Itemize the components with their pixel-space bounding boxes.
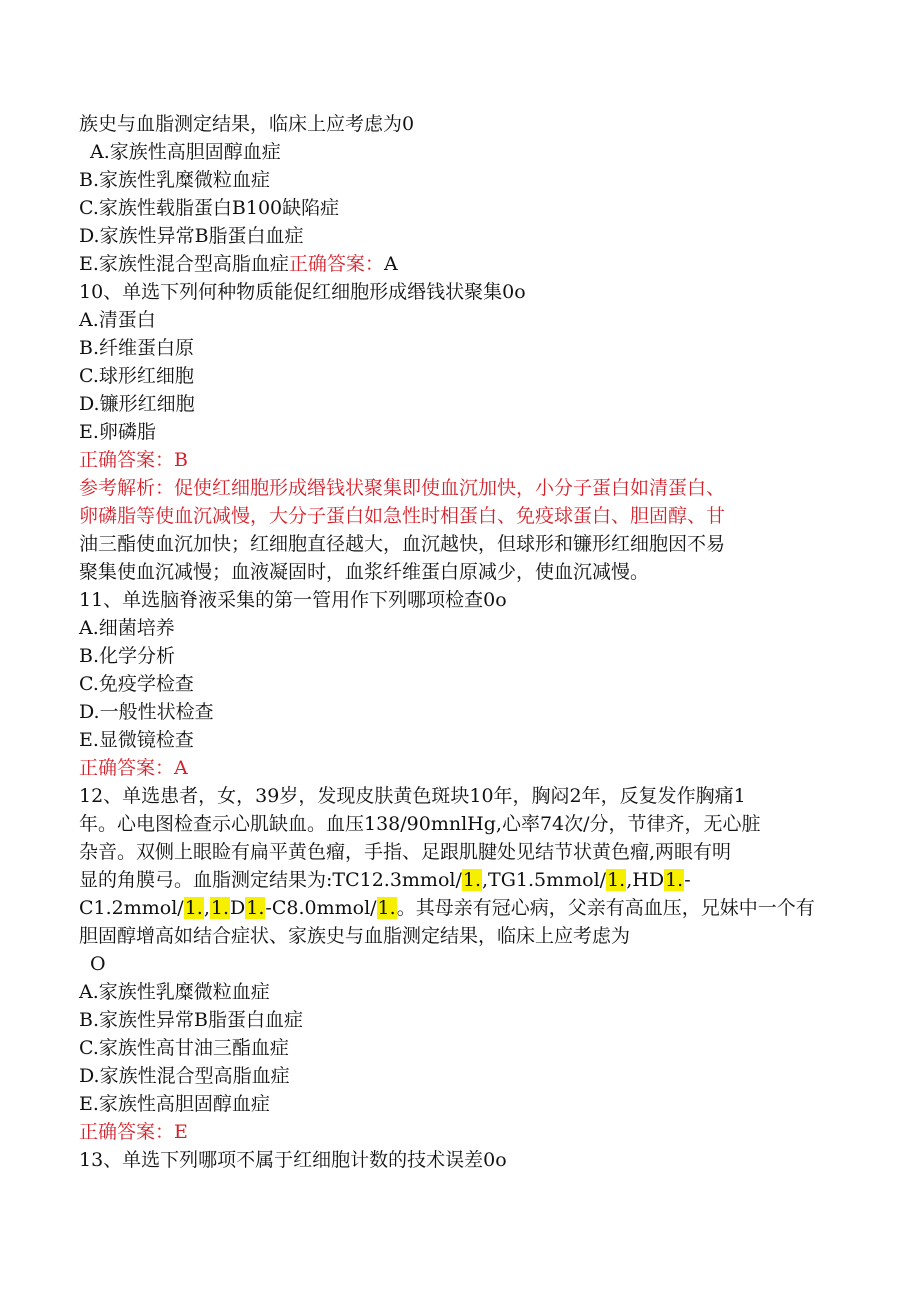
option-b: B.化学分析 [79,645,176,667]
option-d: D.家族性异常B脂蛋白血症 [79,225,304,247]
question-stem: 11、单选脑脊液采集的第一管用作下列哪项检查0o [79,589,507,611]
answer-label: 正确答案： [288,253,384,275]
option-a: A.清蛋白 [79,309,156,331]
highlighted-text: 1. [184,897,203,919]
question-stem: 12、单选患者，女，39岁，发现皮肤黄色斑块10年，胸闷2年，反复发作胸痛1 [79,785,746,807]
answer-value: E [174,1121,188,1143]
stem-text: -C8.0mmol/ [265,897,377,919]
question-stem: 年。心电图检查示心肌缺血。血压138/90mnlHg,心率74次/分，节律齐，无心脏 [79,813,761,835]
answer-value: A [383,253,398,275]
question-stem-lipid-results [79,866,849,894]
option-c: C.球形红细胞 [79,365,194,387]
answer-value: A [174,757,188,779]
stem-text: ,TG1.5mmol/ [482,869,607,891]
stem-text: 显的角膜弓。血脂测定结果为:TC12.3mmol/ [79,869,462,891]
highlighted-text: 1. [607,869,626,891]
option-e: E.家族性高胆固醇血症 [79,1093,270,1115]
analysis-label: 参考解析： [79,477,175,499]
question-stem: 10、单选下列何种物质能促红细胞形成缗钱状聚集0o [79,281,526,303]
stem-text: - [684,869,691,891]
option-c: C.家族性高甘油三酯血症 [79,1037,289,1059]
question-11 [79,586,849,782]
option-b: B.家族性乳糜微粒血症 [79,169,271,191]
stem-text: 。其母亲有冠心病，父亲有高血压，兄妹中一个有 [396,897,815,919]
question-stem: 胆固醇增高如结合症状、家族史与血脂测定结果，临床上应考虑为 [79,925,631,947]
analysis-text: 油三酯使血沉加快；红细胞直径越大，血沉越快，但球形和镰形红细胞因不易 [79,533,726,555]
option-c: C.家族性载脂蛋白B100缺陷症 [79,197,340,219]
analysis-line [79,474,849,502]
option-a: A.家族性乳糜微粒血症 [79,981,270,1003]
answer-line [79,754,849,782]
analysis-text: 促使红细胞形成缗钱状聚集即使血沉加快，小分子蛋白如清蛋白、 [174,477,726,499]
option-d: D.镰形红细胞 [79,393,195,415]
option-e: E.显微镜检查 [79,729,194,751]
answer-label: 正确答案： [79,757,175,779]
option-e: E.家族性混合型高脂血症 [79,253,289,275]
option-b: B.纤维蛋白原 [79,337,195,359]
answer-label: 正确答案： [79,1121,175,1143]
question-10 [79,278,849,586]
option-e: E.卵磷脂 [79,421,156,443]
document-body [79,110,849,1174]
answer-blank: O [90,953,106,975]
answer-value: B [174,449,188,471]
option-d: D.一般性状检查 [79,701,214,723]
option-e-with-answer [79,250,849,278]
analysis-text: 聚集使血沉减慢；血液凝固时，血浆纤维蛋白原减少，使血沉减慢。 [79,561,650,583]
answer-label: 正确答案： [79,449,175,471]
question-9 [79,110,849,278]
highlighted-text: 1. [246,897,265,919]
option-b: B.家族性异常B脂蛋白血症 [79,1009,303,1031]
highlighted-text: 1. [462,869,482,891]
answer-line [79,1118,849,1146]
option-c: C.免疫学检查 [79,673,194,695]
option-a: A.细菌培养 [79,617,175,639]
stem-text: , [203,897,210,919]
stem-text: C1.2mmol/ [79,897,184,919]
question-stem-lipid-results [79,894,849,922]
highlighted-text: 1. [210,897,230,919]
highlighted-text: 1. [377,897,396,919]
option-a: A.家族性高胆固醇血症 [90,141,281,163]
answer-line [79,446,849,474]
option-d: D.家族性混合型高脂血症 [79,1065,290,1087]
analysis-text: 卵磷脂等使血沉减慢，大分子蛋白如急性时相蛋白、免疫球蛋白、胆固醇、甘 [79,505,726,527]
question-stem-tail: 族史与血脂测定结果，临床上应考虑为0 [79,113,415,135]
stem-text: D [230,897,246,919]
question-stem: 杂音。双侧上眼睑有扁平黄色瘤，手指、足跟肌腱处见结节状黄色瘤,两眼有明 [79,841,732,863]
highlighted-text: 1. [665,869,684,891]
question-stem: 13、单选下列哪项不属于红细胞计数的技术误差0o [79,1149,507,1171]
question-12 [79,782,849,1146]
stem-text: ,HD [626,869,665,891]
question-13 [79,1146,849,1174]
